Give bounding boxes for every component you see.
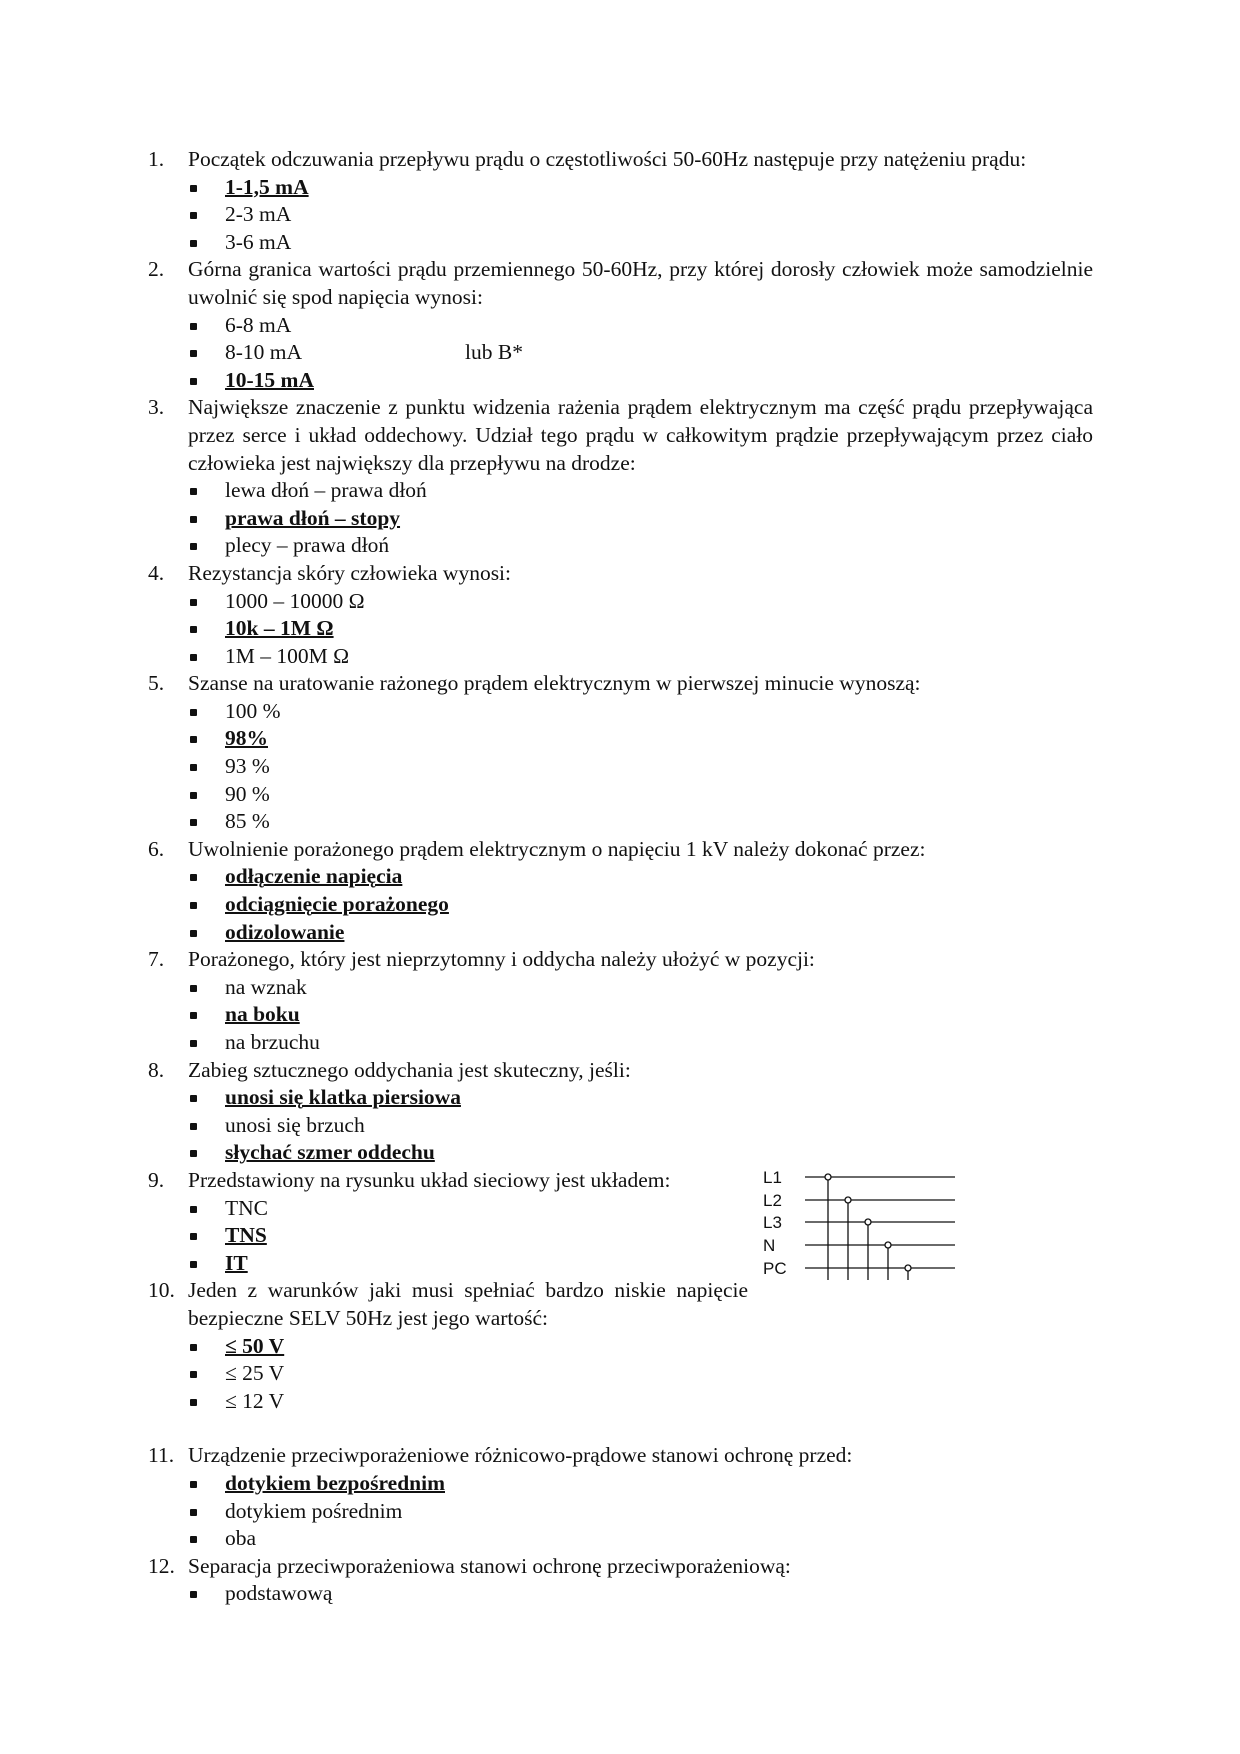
answer-list	[148, 477, 1093, 560]
answer-list	[148, 863, 1093, 946]
answer-item	[148, 201, 1093, 229]
question-8	[148, 1057, 1093, 1167]
answer-item	[148, 588, 1093, 616]
answer-item-correct	[148, 367, 1093, 395]
bullet-icon	[190, 599, 197, 606]
bullet-icon	[190, 792, 197, 799]
bullet-icon	[190, 1536, 197, 1543]
bullet-icon	[190, 378, 197, 385]
question-number: 3.	[148, 395, 165, 420]
bullet-icon	[190, 488, 197, 495]
answer-text: na brzuchu	[225, 1030, 320, 1054]
answer-text: 10k – 1M Ω	[225, 616, 334, 641]
answer-text: dotykiem bezpośrednim	[225, 1470, 445, 1495]
answer-item	[148, 1112, 1093, 1140]
junction-dot	[865, 1219, 871, 1225]
answer-item	[148, 229, 1093, 257]
bullet-icon	[190, 1233, 197, 1240]
answer-text: 10-15 mA	[225, 367, 314, 392]
answer-text: 2-3 mA	[225, 202, 292, 227]
answer-item	[148, 1388, 1093, 1416]
answer-item	[148, 1580, 1093, 1608]
answer-text: słychać szmer oddechu	[225, 1140, 435, 1165]
answer-item	[148, 643, 1093, 671]
answer-item-correct	[148, 615, 1093, 643]
bullet-icon	[190, 1206, 197, 1213]
question-11	[148, 1442, 1093, 1552]
answer-text: IT	[225, 1250, 248, 1275]
answer-text: 6-8 mA	[225, 312, 292, 337]
question-text: Górna granica wartości prądu przemiennego 50-60Hz, przy której dorosły człowiek może samodzielnie uwolnić się spod napięcia wynosi:	[188, 257, 1093, 309]
answer-item	[148, 532, 1093, 560]
bullet-icon	[190, 212, 197, 219]
answer-text: 1M – 100M Ω	[225, 643, 350, 668]
answer-text: unosi się klatka piersiowa	[225, 1085, 461, 1110]
bullet-icon	[190, 1012, 197, 1019]
junction-dot	[905, 1265, 911, 1271]
bullet-icon	[190, 1371, 197, 1378]
question-6	[148, 836, 1093, 946]
answer-item-correct	[148, 725, 1093, 753]
answer-item	[148, 974, 1093, 1002]
bullet-icon	[190, 1261, 197, 1268]
answer-item-correct	[148, 505, 1093, 533]
question-number: 8.	[148, 1057, 165, 1082]
answer-item	[148, 1029, 1093, 1057]
answer-text: plecy – prawa dłoń	[225, 533, 390, 558]
bullet-icon	[190, 543, 197, 550]
question-text: Rezystancja skóry człowieka wynosi:	[188, 560, 512, 585]
bullet-icon	[190, 185, 197, 192]
answer-text: dotykiem pośrednim	[225, 1498, 403, 1523]
answer-text: 93 %	[225, 754, 270, 779]
bullet-icon	[190, 1481, 197, 1488]
bullet-icon	[190, 736, 197, 743]
bullet-icon	[190, 626, 197, 633]
answer-item	[148, 339, 1093, 367]
bullet-icon	[190, 902, 197, 909]
question-1	[148, 146, 1093, 256]
bullet-icon	[190, 1150, 197, 1157]
answer-text: lewa dłoń – prawa dłoń	[225, 478, 427, 503]
question-number: 9.	[148, 1167, 165, 1192]
answer-text: odizolowanie	[225, 919, 345, 944]
question-number: 2.	[148, 257, 165, 282]
question-text: Uwolnienie porażonego prądem elektrycznym o napięciu 1 kV należy dokonać przez:	[188, 836, 926, 861]
answer-item	[148, 477, 1093, 505]
question-text: Porażonego, który jest nieprzytomny i oddycha należy ułożyć w pozycji:	[188, 947, 815, 972]
question-number: 1.	[148, 147, 165, 171]
answer-item	[148, 1525, 1093, 1553]
bullet-icon	[190, 323, 197, 330]
question-7	[148, 946, 1093, 1056]
question-text: Separacja przeciwporażeniowa stanowi ochronę przeciwporażeniową:	[188, 1553, 791, 1578]
junction-dot	[825, 1174, 831, 1180]
answer-item-correct	[148, 919, 1093, 947]
answer-item-correct	[148, 174, 1093, 202]
answer-item	[148, 312, 1093, 340]
question-number: 4.	[148, 560, 165, 585]
bullet-icon	[190, 709, 197, 716]
conductor-label: N	[763, 1236, 776, 1255]
answer-item-correct	[148, 1084, 1093, 1112]
question-4	[148, 560, 1093, 670]
answer-item	[148, 808, 1093, 836]
answer-item-correct	[148, 1470, 1093, 1498]
answer-note: lub B*	[465, 340, 523, 365]
question-text: Jeden z warunków jaki musi spełniać bardzo niskie napięcie bezpieczne SELV 50Hz jest jego wartość:	[188, 1278, 748, 1330]
question-number: 12.	[148, 1553, 175, 1578]
question-text: Początek odczuwania przepływu prądu o częstotliwości 50-60Hz następuje przy natężeniu prądu:	[188, 147, 1027, 171]
answer-text: 100 %	[225, 698, 281, 723]
question-number: 6.	[148, 836, 165, 861]
answer-list	[148, 588, 1093, 671]
answer-text: 85 %	[225, 809, 270, 834]
answer-list	[148, 174, 1093, 257]
answer-text: ≤ 50 V	[225, 1333, 285, 1358]
question-5	[148, 670, 1093, 836]
answer-item-correct	[148, 1333, 1093, 1361]
question-number: 10.	[148, 1278, 175, 1303]
answer-text: ≤ 12 V	[225, 1388, 285, 1413]
question-12	[148, 1553, 1093, 1608]
bullet-icon	[190, 1399, 197, 1406]
question-text: Szanse na uratowanie rażonego prądem elektrycznym w pierwszej minucie wynoszą:	[188, 671, 921, 696]
bullet-icon	[190, 764, 197, 771]
answer-list	[148, 1580, 1093, 1608]
bullet-icon	[190, 1591, 197, 1598]
question-3	[148, 394, 1093, 560]
bullet-icon	[190, 516, 197, 523]
answer-item-correct	[148, 1001, 1093, 1029]
answer-text: na wznak	[225, 974, 307, 999]
network-system-diagram	[760, 1160, 960, 1285]
answer-text: ≤ 25 V	[225, 1361, 285, 1386]
answer-list	[148, 312, 1093, 395]
answer-list	[148, 974, 1093, 1057]
bullet-icon	[190, 350, 197, 357]
answer-item-correct	[148, 863, 1093, 891]
answer-item	[148, 698, 1093, 726]
answer-text: oba	[225, 1526, 257, 1551]
question-text: Zabieg sztucznego oddychania jest skuteczny, jeśli:	[188, 1057, 631, 1082]
answer-list	[148, 1084, 1093, 1167]
bullet-icon	[190, 874, 197, 881]
bullet-icon	[190, 1123, 197, 1130]
question-number: 11.	[148, 1443, 175, 1468]
bullet-icon	[190, 1095, 197, 1102]
question-number: 7.	[148, 947, 165, 972]
bullet-icon	[190, 1040, 197, 1047]
question-text: Przedstawiony na rysunku układ sieciowy jest układem:	[188, 1167, 671, 1192]
answer-list	[148, 1470, 1093, 1553]
answer-text: 98%	[225, 726, 268, 751]
question-number: 5.	[148, 671, 165, 696]
bullet-icon	[190, 819, 197, 826]
bullet-icon	[190, 654, 197, 661]
answer-text: 1000 – 10000 Ω	[225, 588, 365, 613]
question-2	[148, 256, 1093, 394]
answer-item	[148, 1360, 1093, 1388]
conductor-label: PC	[763, 1259, 787, 1278]
conductor-label: L2	[763, 1191, 782, 1210]
junction-dot	[885, 1242, 891, 1248]
answer-text: TNC	[225, 1195, 268, 1220]
answer-text: prawa dłoń – stopy	[225, 505, 401, 530]
conductor-label: L3	[763, 1213, 782, 1232]
conductor-label: L1	[763, 1168, 782, 1187]
junction-dot	[845, 1197, 851, 1203]
answer-text: na boku	[225, 1002, 300, 1027]
question-list	[148, 146, 1093, 1608]
answer-text: 1-1,5 mA	[225, 174, 309, 199]
answer-text: 8-10 mA	[225, 340, 303, 365]
answer-item	[148, 781, 1093, 809]
answer-list	[148, 1333, 1093, 1416]
answer-item	[148, 1498, 1093, 1526]
bullet-icon	[190, 1344, 197, 1351]
answer-list	[148, 698, 1093, 836]
question-text: Urządzenie przeciwporażeniowe różnicowo-prądowe stanowi ochronę przed:	[188, 1443, 853, 1468]
bullet-icon	[190, 985, 197, 992]
question-text: Największe znaczenie z punktu widzenia rażenia prądem elektrycznym ma część prądu przepływająca przez serce i układ oddechowy. Udział tego prądu w całkowitym prądzie przepływającym przez ciało człowieka jest największy dla przepływu na drodze:	[188, 395, 1093, 475]
answer-text: podstawową	[225, 1581, 333, 1606]
answer-text: odłączenie napięcia	[225, 864, 403, 889]
bullet-icon	[190, 1509, 197, 1516]
bullet-icon	[190, 240, 197, 247]
bullet-icon	[190, 930, 197, 937]
answer-text: unosi się brzuch	[225, 1112, 365, 1137]
answer-text: 3-6 mA	[225, 229, 292, 254]
answer-text: 90 %	[225, 781, 270, 806]
answer-item-correct	[148, 891, 1093, 919]
answer-item	[148, 753, 1093, 781]
question-10	[148, 1277, 1093, 1415]
answer-text: TNS	[225, 1223, 267, 1248]
answer-text: odciągnięcie porażonego	[225, 892, 449, 917]
